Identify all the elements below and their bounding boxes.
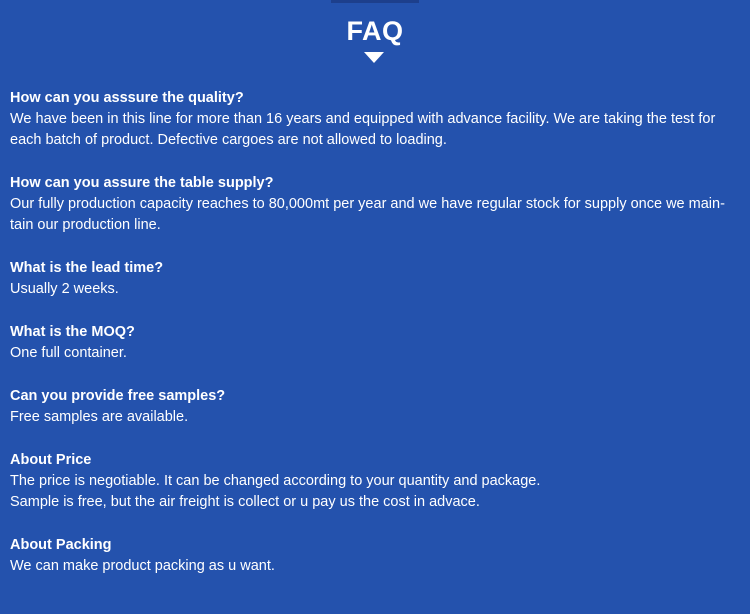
faq-question: Can you provide free samples?: [10, 388, 226, 404]
faq-answer-line: each batch of product. Defective cargoes are not allowed to loading.: [10, 132, 447, 148]
faq-answer: [10, 194, 740, 236]
faq-question: About Packing: [10, 537, 112, 553]
faq-item: [10, 450, 740, 513]
faq-question: What is the lead time?: [10, 260, 164, 276]
faq-answer: [10, 556, 740, 577]
faq-question: About Price: [10, 452, 92, 468]
faq-answer-line: Our fully production capacity reaches to 80,000mt per year and we have regular stock for supply once we main-: [10, 196, 725, 212]
faq-answer-line: tain our production line.: [10, 217, 161, 233]
faq-item: [10, 535, 740, 577]
faq-answer-line: We can make product packing as u want.: [10, 558, 275, 574]
faq-question: What is the MOQ?: [10, 324, 135, 340]
faq-answer-line: The price is negotiable. It can be changed according to your quantity and package.: [10, 473, 541, 489]
faq-answer: [10, 109, 740, 151]
faq-list: [10, 88, 740, 599]
faq-answer-line: Usually 2 weeks.: [10, 281, 119, 297]
faq-answer-line: One full container.: [10, 345, 127, 361]
page-title: FAQ: [346, 16, 404, 46]
faq-answer: [10, 279, 740, 300]
faq-answer: [10, 343, 740, 364]
faq-answer: [10, 407, 740, 428]
top-divider: [331, 0, 419, 3]
faq-item: [10, 386, 740, 428]
faq-question: How can you assure the table supply?: [10, 175, 274, 191]
faq-item: [10, 258, 740, 300]
faq-answer-line: Sample is free, but the air freight is collect or u pay us the cost in advace.: [10, 494, 480, 510]
faq-answer: [10, 471, 740, 513]
faq-item: [10, 322, 740, 364]
faq-answer-line: We have been in this line for more than 16 years and equipped with advance facility. We are taking the test for: [10, 111, 716, 127]
faq-item: [10, 173, 740, 236]
faq-answer-line: Free samples are available.: [10, 409, 189, 425]
faq-item: [10, 88, 740, 151]
triangle-down-icon: [364, 52, 384, 63]
faq-question: How can you asssure the quality?: [10, 90, 244, 106]
